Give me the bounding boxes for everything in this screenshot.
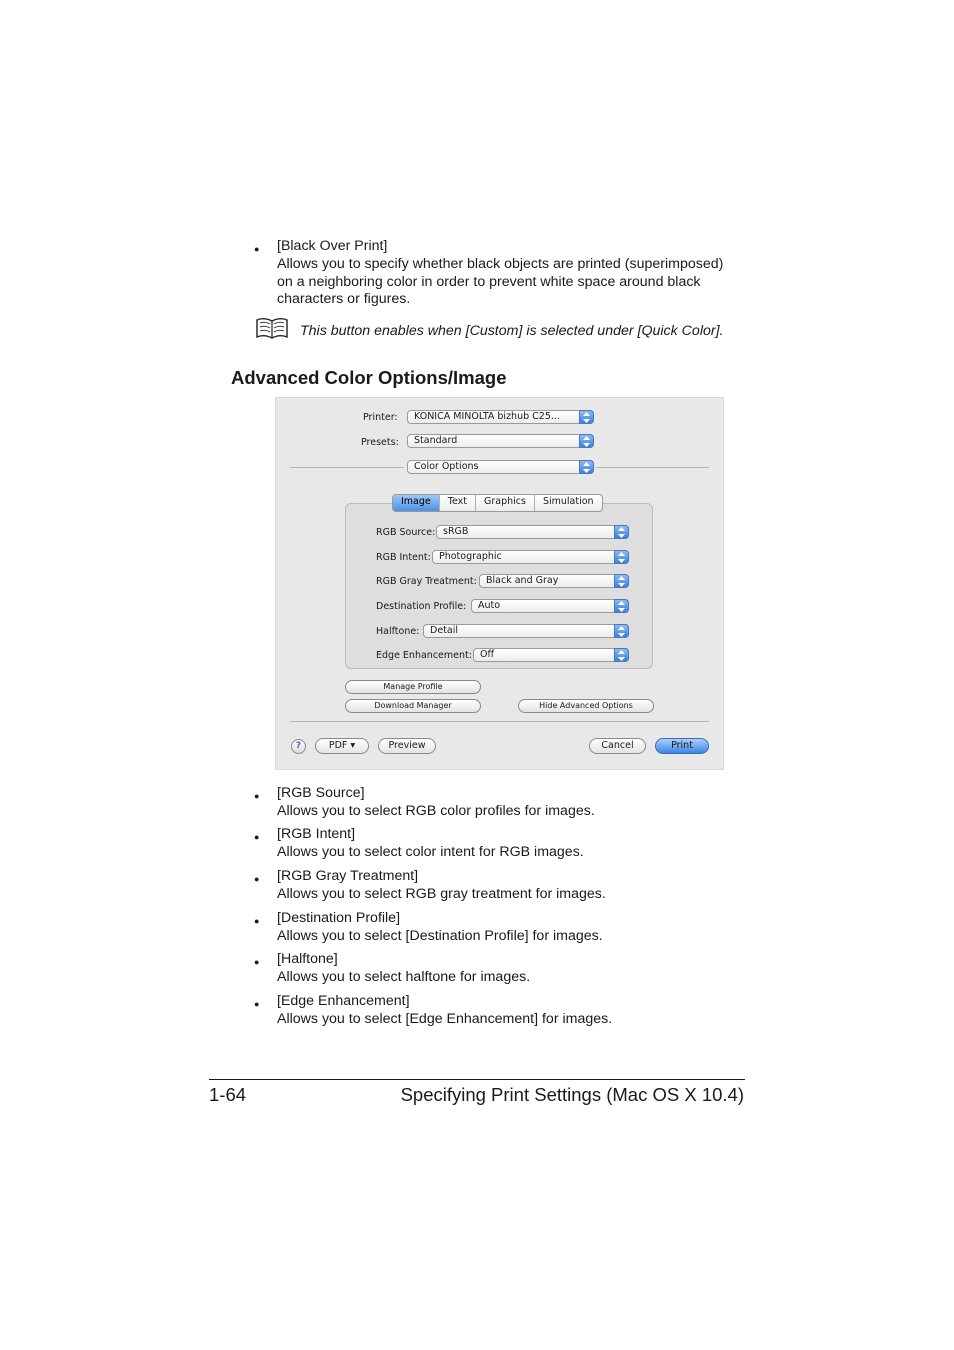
bullet-term: [Halftone] [277, 951, 338, 967]
halftone-value: Detail [430, 625, 458, 636]
popup-arrows-icon [614, 574, 629, 588]
bullet-dot: ● [254, 791, 260, 801]
separator [290, 721, 709, 722]
printer-value: KONICA MINOLTA bizhub C25... [414, 411, 560, 422]
popup-arrows-icon [579, 460, 594, 474]
bullet-term: [RGB Source] [277, 785, 365, 801]
tab-simulation[interactable]: Simulation [542, 496, 594, 507]
halftone-label: Halftone: [376, 626, 420, 637]
page-number: 1-64 [209, 1084, 247, 1105]
panel-value: Color Options [414, 461, 479, 472]
bullet-dot: ● [254, 999, 260, 1009]
destination-profile-popup[interactable] [471, 599, 629, 613]
manage-profile-button[interactable]: Manage Profile [345, 680, 481, 694]
rgb-source-label: RGB Source: [376, 527, 436, 538]
hide-advanced-options-button[interactable]: Hide Advanced Options [518, 699, 654, 713]
rgb-intent-label: RGB Intent: [376, 552, 431, 563]
presets-value: Standard [414, 435, 458, 446]
edge-enhancement-label: Edge Enhancement: [376, 650, 472, 661]
bullet-dot: ● [254, 874, 260, 884]
popup-arrows-icon [614, 599, 629, 613]
popup-arrows-icon [614, 550, 629, 564]
chapter-title: Specifying Print Settings (Mac OS X 10.4) [400, 1084, 744, 1105]
book-note-icon [255, 317, 289, 341]
tab-text[interactable]: Text [440, 495, 476, 511]
section-title: Advanced Color Options/Image [231, 367, 507, 388]
rgb-intent-popup[interactable] [432, 550, 629, 564]
footer-rule [209, 1079, 745, 1080]
bullet-desc-line: characters or figures. [277, 291, 411, 308]
separator [290, 467, 404, 468]
bullet-dot: ● [254, 916, 260, 926]
tab-graphics[interactable]: Graphics [476, 495, 535, 511]
halftone-popup[interactable] [423, 624, 629, 638]
presets-popup[interactable] [407, 434, 594, 448]
bullet-desc: Allows you to select [Destination Profile] for images. [277, 927, 603, 944]
pdf-button[interactable]: PDF ▾ [315, 738, 369, 754]
destination-profile-label: Destination Profile: [376, 601, 467, 612]
destination-profile-value: Auto [478, 600, 501, 611]
printer-popup[interactable] [407, 410, 594, 424]
bullet-desc: Allows you to select halftone for images. [277, 968, 531, 985]
bullet-desc: Allows you to select [Edge Enhancement] for images. [277, 1010, 613, 1027]
popup-arrows-icon [614, 525, 629, 539]
popup-arrows-icon [614, 648, 629, 662]
rgb-source-value: sRGB [443, 526, 469, 537]
bullet-dot: ● [254, 244, 260, 254]
rgb-source-popup[interactable] [436, 525, 629, 539]
preview-button[interactable]: Preview [378, 738, 436, 754]
bullet-dot: ● [254, 957, 260, 967]
bullet-term: [Black Over Print] [277, 238, 388, 254]
edge-enhancement-popup[interactable] [473, 648, 629, 662]
help-button[interactable]: ? [291, 739, 306, 754]
tab-image[interactable]: Image [393, 495, 440, 511]
cancel-button[interactable]: Cancel [589, 738, 646, 754]
tab-bar [392, 494, 603, 512]
presets-label: Presets: [361, 437, 399, 448]
popup-arrows-icon [579, 434, 594, 448]
edge-enhancement-value: Off [480, 649, 495, 660]
note-text: This button enables when [Custom] is selected under [Quick Color]. [300, 323, 724, 339]
panel-popup[interactable] [407, 460, 594, 474]
bullet-dot: ● [254, 832, 260, 842]
bullet-desc: Allows you to select RGB gray treatment for images. [277, 885, 606, 902]
bullet-term: [Edge Enhancement] [277, 993, 410, 1009]
print-button[interactable]: Print [655, 738, 709, 754]
separator [596, 467, 709, 468]
rgb-gray-treatment-label: RGB Gray Treatment: [376, 576, 477, 587]
bullet-desc: Allows you to select color intent for RGB images. [277, 843, 584, 860]
popup-arrows-icon [614, 624, 629, 638]
rgb-intent-value: Photographic [439, 551, 502, 562]
bullet-desc-line: Allows you to specify whether black objects are printed (superimposed) [277, 255, 724, 272]
bullet-desc-line: on a neighboring color in order to prevent white space around black [277, 273, 701, 290]
bullet-desc: Allows you to select RGB color profiles for images. [277, 802, 595, 819]
popup-arrows-icon [579, 410, 594, 424]
rgb-gray-treatment-value: Black and Gray [486, 575, 559, 586]
bullet-term: [RGB Intent] [277, 826, 356, 842]
rgb-gray-treatment-popup[interactable] [479, 574, 629, 588]
bullet-term: [RGB Gray Treatment] [277, 868, 419, 884]
download-manager-button[interactable]: Download Manager [345, 699, 481, 713]
printer-label: Printer: [363, 412, 398, 423]
bullet-term: [Destination Profile] [277, 910, 401, 926]
